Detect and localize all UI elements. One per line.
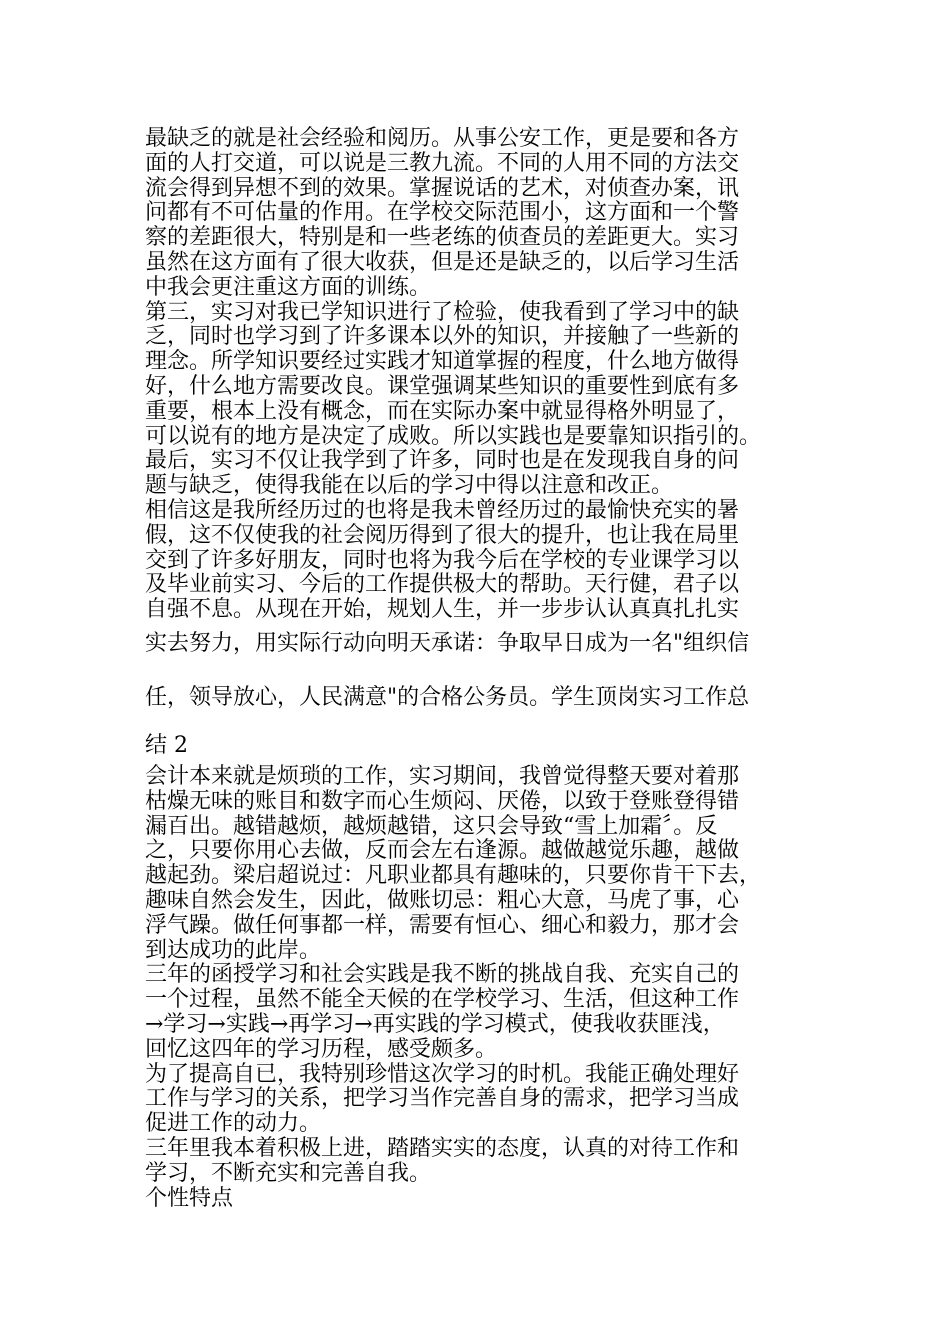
text-line: 第三，实习对我已学知识进行了检验，使我看到了学习中的缺 xyxy=(145,299,740,325)
text-block-upper xyxy=(145,127,835,623)
text-line: 之，只要你用心去做，反而会左右逢源。越做越觉乐趣，越做 xyxy=(145,838,740,864)
text-line: 个性特点 xyxy=(145,1185,234,1211)
text-line: 虽然在这方面有了很大收获，但是还是缺乏的，以后学习生活 xyxy=(145,249,740,275)
text-line-spaced: 任，领导放心，人民满意"的合格公务员。学生顶岗实习工作总 xyxy=(145,685,750,710)
text-line: 假，这不仅使我的社会阅历得到了很大的提升，也让我在局里 xyxy=(145,522,740,548)
section-heading: 结 2 xyxy=(145,733,188,758)
text-line: 自强不息。从现在开始，规划人生，并一步步认认真真扎扎实 xyxy=(145,597,740,623)
text-line: 一个过程，虽然不能全天候的在学校学习、生活，但这种工作 xyxy=(145,987,740,1013)
text-line: 问都有不可估量的作用。在学校交际范围小，这方面和一个警 xyxy=(145,200,740,226)
text-block-lower xyxy=(145,765,835,1211)
text-line: 回忆这四年的学习历程，感受颇多。 xyxy=(145,1036,498,1062)
text-line: 面的人打交道，可以说是三教九流。不同的人用不同的方法交 xyxy=(145,150,740,176)
text-line: 枯燥无味的账目和数字而心生烦闷、厌倦，以致于登账登得错 xyxy=(145,788,740,814)
text-line: 可以说有的地方是决定了成败。所以实践也是要靠知识指引的。 xyxy=(145,423,762,449)
text-line: 趣味自然会发生，因此，做账切忌：粗心大意，马虎了事，心 xyxy=(145,887,740,913)
text-line: 工作与学习的关系，把学习当作完善自身的需求，把学习当成 xyxy=(145,1086,740,1112)
text-line: 为了提高自已，我特别珍惜这次学习的时机。我能正确处理好 xyxy=(145,1061,740,1087)
text-line: 三年里我本着积极上进，踏踏实实的态度，认真的对待工作和 xyxy=(145,1135,740,1161)
text-line: 相信这是我所经历过的也将是我未曾经历过的最愉快充实的暑 xyxy=(145,497,740,523)
text-line: 越起劲。梁启超说过：凡职业都具有趣味的，只要你肯干下去， xyxy=(145,863,762,889)
text-line: 促进工作的动力。 xyxy=(145,1111,322,1137)
text-line: 及毕业前实习、今后的工作提供极大的帮助。天行健，君子以 xyxy=(145,572,740,598)
text-line: 察的差距很大，特别是和一些老练的侦查员的差距更大。实习 xyxy=(145,225,740,251)
text-line: 漏百出。越错越烦，越烦越错，这只会导致“雪上加霜〞。反 xyxy=(145,813,718,839)
text-line: 乏，同时也学习到了许多课本以外的知识，并接触了一些新的 xyxy=(145,324,740,350)
text-line: 重要，根本上没有概念，而在实际办案中就显得格外明显了， xyxy=(145,398,740,424)
text-line-spaced: 实去努力，用实际行动向明天承诺：争取早日成为一名"组织信 xyxy=(145,631,750,656)
text-line: 学习，不断充实和完善自我。 xyxy=(145,1160,432,1186)
text-line: 到达成功的此岸。 xyxy=(145,937,322,963)
text-line: 交到了许多好朋友，同时也将为我今后在学校的专业课学习以 xyxy=(145,547,740,573)
text-line: 最缺乏的就是社会经验和阅历。从事公安工作，更是要和各方 xyxy=(145,126,740,151)
text-line: 流会得到异想不到的效果。掌握说话的艺术，对侦查办案，讯 xyxy=(145,175,740,201)
text-line: 会计本来就是烦琐的工作，实习期间，我曾觉得整天要对着那 xyxy=(145,764,740,789)
text-line: 最后，实习不仅让我学到了许多，同时也是在发现我自身的问 xyxy=(145,448,740,474)
text-line: 中我会更注重这方面的训练。 xyxy=(145,274,432,300)
text-line: 三年的函授学习和社会实践是我不断的挑战自我、充实自己的 xyxy=(145,962,740,988)
text-line: 好，什么地方需要改良。课堂强调某些知识的重要性到底有多 xyxy=(145,373,740,399)
text-line: 理念。所学知识要经过实践才知道掌握的程度，什么地方做得 xyxy=(145,349,740,375)
text-line: 浮气躁。做任何事都一样，需要有恒心、细心和毅力，那才会 xyxy=(145,912,740,938)
text-line: →学习→实践→再学习→再实践的学习模式，使我收获匪浅， xyxy=(145,1011,725,1037)
text-line: 题与缺乏，使得我能在以后的学习中得以注意和改正。 xyxy=(145,473,674,499)
